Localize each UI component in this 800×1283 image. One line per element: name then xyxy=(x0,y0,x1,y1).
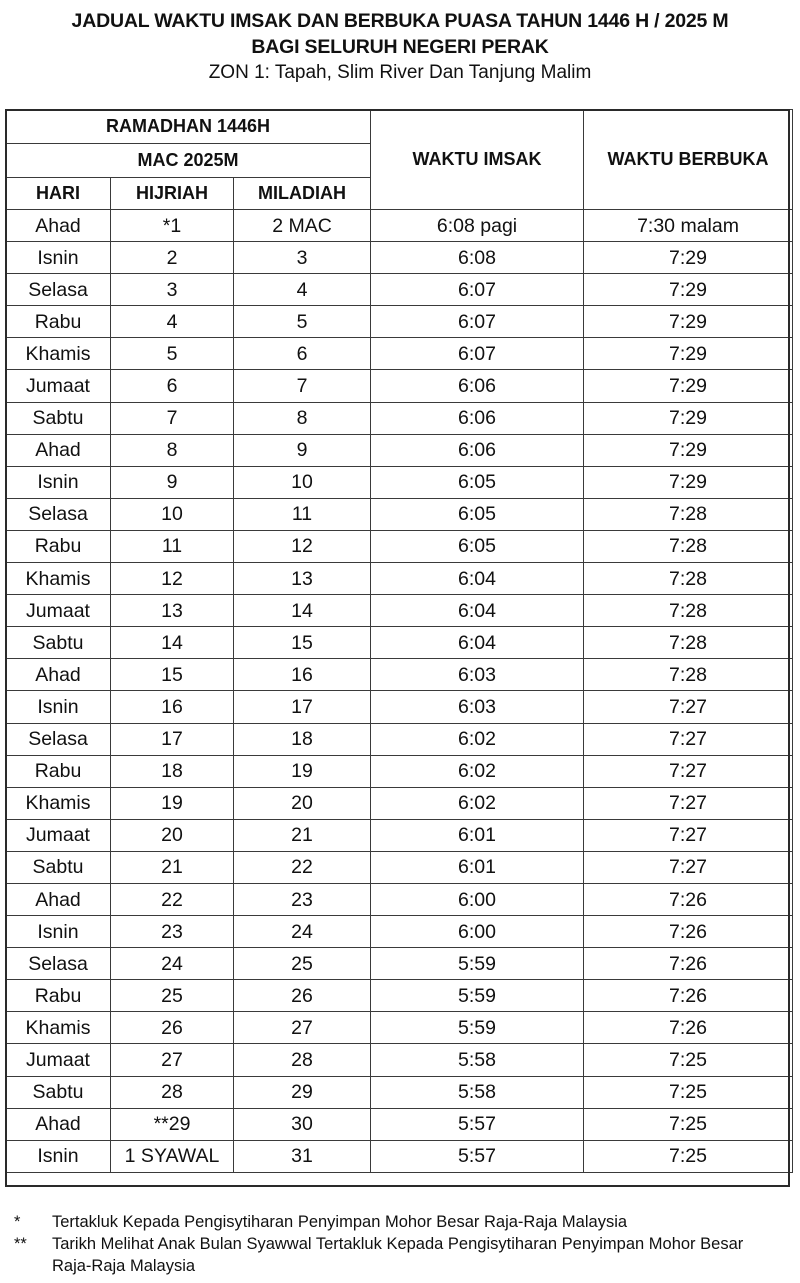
hari-cell: Rabu xyxy=(6,306,111,338)
imsak-cell: 6:01 xyxy=(371,819,584,851)
miladiah-cell: 11 xyxy=(234,498,371,530)
hijriah-cell: 8 xyxy=(111,434,234,466)
table-row xyxy=(6,916,793,948)
berbuka-cell: 7:29 xyxy=(584,338,793,370)
hijriah-cell: 5 xyxy=(111,338,234,370)
table-row xyxy=(6,306,793,338)
hijriah-cell: 19 xyxy=(111,787,234,819)
berbuka-cell: 7:29 xyxy=(584,466,793,498)
hari-cell: Sabtu xyxy=(6,627,111,659)
hari-header: HARI xyxy=(6,178,111,210)
miladiah-cell: 29 xyxy=(234,1076,371,1108)
hijriah-cell: 1 SYAWAL xyxy=(111,1140,234,1172)
hari-cell: Isnin xyxy=(6,1140,111,1172)
miladiah-cell: 8 xyxy=(234,402,371,434)
hijriah-cell: 22 xyxy=(111,883,234,915)
document-title: JADUAL WAKTU IMSAK DAN BERBUKA PUASA TAHUN 1446 H / 2025 M xyxy=(71,10,729,32)
hari-cell: Ahad xyxy=(6,883,111,915)
hari-cell: Sabtu xyxy=(6,402,111,434)
table-row xyxy=(6,659,793,691)
hari-cell: Sabtu xyxy=(6,1076,111,1108)
imsak-cell: 6:07 xyxy=(371,306,584,338)
berbuka-cell: 7:27 xyxy=(584,851,793,883)
berbuka-cell: 7:26 xyxy=(584,948,793,980)
hijriah-cell: 15 xyxy=(111,659,234,691)
miladiah-cell: 31 xyxy=(234,1140,371,1172)
berbuka-cell: 7:25 xyxy=(584,1108,793,1140)
miladiah-cell: 26 xyxy=(234,980,371,1012)
hari-cell: Rabu xyxy=(6,755,111,787)
hari-cell: Selasa xyxy=(6,723,111,755)
footnote-text: Tarikh Melihat Anak Bulan Syawwal Tertakluk Kepada Pengisytiharan Penyimpan Mohor Besar Raja-Raja Malaysia xyxy=(52,1235,744,1275)
berbuka-cell: 7:27 xyxy=(584,691,793,723)
hari-cell: Ahad xyxy=(6,1108,111,1140)
berbuka-cell: 7:27 xyxy=(584,723,793,755)
hijriah-cell: 9 xyxy=(111,466,234,498)
imsak-cell: 6:08 pagi xyxy=(371,210,584,242)
table-row xyxy=(6,242,793,274)
hijriah-cell: 10 xyxy=(111,498,234,530)
hijriah-cell: *1 xyxy=(111,210,234,242)
miladiah-cell: 6 xyxy=(234,338,371,370)
document-subtitle: BAGI SELURUH NEGERI PERAK xyxy=(251,36,549,58)
miladiah-cell: 16 xyxy=(234,659,371,691)
berbuka-cell: 7:26 xyxy=(584,916,793,948)
hari-cell: Ahad xyxy=(6,434,111,466)
footnote-text: Tertakluk Kepada Pengisytiharan Penyimpan Mohor Besar Raja-Raja Malaysia xyxy=(52,1213,628,1231)
miladiah-cell: 28 xyxy=(234,1044,371,1076)
hijriah-header: HIJRIAH xyxy=(111,178,234,210)
hari-cell: Selasa xyxy=(6,498,111,530)
hari-cell: Isnin xyxy=(6,466,111,498)
footnotes xyxy=(14,1211,772,1277)
berbuka-cell: 7:29 xyxy=(584,306,793,338)
footnote-mark: ** xyxy=(14,1235,27,1253)
table-row xyxy=(6,1012,793,1044)
imsak-header: WAKTU IMSAK xyxy=(371,110,584,210)
imsak-cell: 6:08 xyxy=(371,242,584,274)
miladiah-cell: 23 xyxy=(234,883,371,915)
ramadhan-header: RAMADHAN 1446H xyxy=(6,110,371,144)
berbuka-cell: 7:25 xyxy=(584,1044,793,1076)
miladiah-cell: 19 xyxy=(234,755,371,787)
imsak-cell: 6:03 xyxy=(371,691,584,723)
footnote-mark: * xyxy=(14,1213,21,1231)
berbuka-cell: 7:26 xyxy=(584,1012,793,1044)
hijriah-cell: 16 xyxy=(111,691,234,723)
imsak-cell: 6:05 xyxy=(371,530,584,562)
imsak-cell: 6:05 xyxy=(371,498,584,530)
miladiah-cell: 24 xyxy=(234,916,371,948)
hijriah-cell: 12 xyxy=(111,563,234,595)
table-row xyxy=(6,819,793,851)
imsak-cell: 6:00 xyxy=(371,916,584,948)
berbuka-cell: 7:28 xyxy=(584,530,793,562)
imsak-cell: 6:02 xyxy=(371,787,584,819)
imsak-cell: 5:58 xyxy=(371,1044,584,1076)
miladiah-cell: 7 xyxy=(234,370,371,402)
miladiah-cell: 30 xyxy=(234,1108,371,1140)
berbuka-cell: 7:29 xyxy=(584,402,793,434)
berbuka-cell: 7:26 xyxy=(584,883,793,915)
miladiah-cell: 4 xyxy=(234,274,371,306)
table-row xyxy=(6,595,793,627)
hijriah-cell: 28 xyxy=(111,1076,234,1108)
hari-cell: Jumaat xyxy=(6,595,111,627)
hari-cell: Jumaat xyxy=(6,1044,111,1076)
berbuka-cell: 7:27 xyxy=(584,755,793,787)
hijriah-cell: 23 xyxy=(111,916,234,948)
hijriah-cell: 6 xyxy=(111,370,234,402)
imsak-cell: 6:01 xyxy=(371,851,584,883)
table-row xyxy=(6,466,793,498)
hijriah-cell: 7 xyxy=(111,402,234,434)
table-row xyxy=(6,691,793,723)
hari-cell: Ahad xyxy=(6,210,111,242)
hijriah-cell: 21 xyxy=(111,851,234,883)
imsak-cell: 6:03 xyxy=(371,659,584,691)
hijriah-cell: 3 xyxy=(111,274,234,306)
table-row xyxy=(6,434,793,466)
berbuka-header: WAKTU BERBUKA xyxy=(584,110,793,210)
hijriah-cell: 18 xyxy=(111,755,234,787)
hijriah-cell: 13 xyxy=(111,595,234,627)
hari-cell: Ahad xyxy=(6,659,111,691)
berbuka-cell: 7:28 xyxy=(584,627,793,659)
hari-cell: Selasa xyxy=(6,274,111,306)
hijriah-cell: 11 xyxy=(111,530,234,562)
hijriah-cell: 26 xyxy=(111,1012,234,1044)
table-row xyxy=(6,1108,793,1140)
imsak-cell: 6:07 xyxy=(371,274,584,306)
hijriah-cell: 24 xyxy=(111,948,234,980)
hijriah-cell: 4 xyxy=(111,306,234,338)
hari-cell: Rabu xyxy=(6,980,111,1012)
imsak-cell: 6:04 xyxy=(371,563,584,595)
berbuka-cell: 7:30 malam xyxy=(584,210,793,242)
table-row xyxy=(6,948,793,980)
miladiah-cell: 9 xyxy=(234,434,371,466)
miladiah-cell: 18 xyxy=(234,723,371,755)
berbuka-cell: 7:28 xyxy=(584,659,793,691)
table-row xyxy=(6,1140,793,1172)
hijriah-cell: **29 xyxy=(111,1108,234,1140)
hari-cell: Selasa xyxy=(6,948,111,980)
month-header: MAC 2025M xyxy=(6,144,371,178)
footnote xyxy=(14,1233,772,1277)
berbuka-cell: 7:29 xyxy=(584,370,793,402)
hijriah-cell: 17 xyxy=(111,723,234,755)
berbuka-cell: 7:25 xyxy=(584,1140,793,1172)
miladiah-cell: 20 xyxy=(234,787,371,819)
hari-cell: Isnin xyxy=(6,916,111,948)
miladiah-cell: 21 xyxy=(234,819,371,851)
berbuka-cell: 7:26 xyxy=(584,980,793,1012)
berbuka-cell: 7:28 xyxy=(584,595,793,627)
miladiah-cell: 14 xyxy=(234,595,371,627)
table-row xyxy=(6,274,793,306)
imsak-cell: 6:00 xyxy=(371,883,584,915)
imsak-cell: 5:59 xyxy=(371,980,584,1012)
berbuka-cell: 7:28 xyxy=(584,498,793,530)
berbuka-cell: 7:28 xyxy=(584,563,793,595)
miladiah-cell: 5 xyxy=(234,306,371,338)
table-row xyxy=(6,787,793,819)
table-row xyxy=(6,338,793,370)
table-row xyxy=(6,370,793,402)
hari-cell: Isnin xyxy=(6,691,111,723)
berbuka-cell: 7:27 xyxy=(584,819,793,851)
imsak-cell: 6:02 xyxy=(371,723,584,755)
imsak-cell: 6:04 xyxy=(371,627,584,659)
hijriah-cell: 2 xyxy=(111,242,234,274)
imsak-cell: 6:07 xyxy=(371,338,584,370)
imsak-cell: 5:59 xyxy=(371,1012,584,1044)
berbuka-cell: 7:27 xyxy=(584,787,793,819)
imsak-cell: 6:06 xyxy=(371,402,584,434)
miladiah-cell: 27 xyxy=(234,1012,371,1044)
miladiah-cell: 3 xyxy=(234,242,371,274)
table-row xyxy=(6,723,793,755)
miladiah-cell: 10 xyxy=(234,466,371,498)
imsak-cell: 6:02 xyxy=(371,755,584,787)
table-row xyxy=(6,402,793,434)
schedule-table xyxy=(5,109,793,1173)
hari-cell: Isnin xyxy=(6,242,111,274)
hijriah-cell: 25 xyxy=(111,980,234,1012)
berbuka-cell: 7:25 xyxy=(584,1076,793,1108)
imsak-cell: 6:06 xyxy=(371,434,584,466)
hijriah-cell: 20 xyxy=(111,819,234,851)
miladiah-header: MILADIAH xyxy=(234,178,371,210)
miladiah-cell: 15 xyxy=(234,627,371,659)
hijriah-cell: 27 xyxy=(111,1044,234,1076)
table-row xyxy=(6,530,793,562)
imsak-cell: 5:57 xyxy=(371,1108,584,1140)
table-row xyxy=(6,627,793,659)
table-row xyxy=(6,1044,793,1076)
schedule-body xyxy=(6,210,793,1173)
imsak-cell: 5:59 xyxy=(371,948,584,980)
hijriah-cell: 14 xyxy=(111,627,234,659)
table-row xyxy=(6,210,793,242)
miladiah-cell: 17 xyxy=(234,691,371,723)
miladiah-cell: 13 xyxy=(234,563,371,595)
imsak-cell: 6:06 xyxy=(371,370,584,402)
table-row xyxy=(6,563,793,595)
hari-cell: Jumaat xyxy=(6,819,111,851)
table-row xyxy=(6,755,793,787)
miladiah-cell: 2 MAC xyxy=(234,210,371,242)
miladiah-cell: 22 xyxy=(234,851,371,883)
hari-cell: Khamis xyxy=(6,338,111,370)
hari-cell: Khamis xyxy=(6,787,111,819)
footnote xyxy=(14,1211,772,1233)
berbuka-cell: 7:29 xyxy=(584,274,793,306)
imsak-cell: 5:58 xyxy=(371,1076,584,1108)
table-row xyxy=(6,883,793,915)
hari-cell: Khamis xyxy=(6,563,111,595)
zone-label: ZON 1: Tapah, Slim River Dan Tanjung Malim xyxy=(208,62,592,83)
miladiah-cell: 12 xyxy=(234,530,371,562)
table-row xyxy=(6,498,793,530)
berbuka-cell: 7:29 xyxy=(584,242,793,274)
hari-cell: Khamis xyxy=(6,1012,111,1044)
imsak-cell: 6:04 xyxy=(371,595,584,627)
hari-cell: Rabu xyxy=(6,530,111,562)
miladiah-cell: 25 xyxy=(234,948,371,980)
imsak-cell: 5:57 xyxy=(371,1140,584,1172)
table-row xyxy=(6,1076,793,1108)
berbuka-cell: 7:29 xyxy=(584,434,793,466)
hari-cell: Jumaat xyxy=(6,370,111,402)
table-row xyxy=(6,851,793,883)
imsak-cell: 6:05 xyxy=(371,466,584,498)
hari-cell: Sabtu xyxy=(6,851,111,883)
table-row xyxy=(6,980,793,1012)
